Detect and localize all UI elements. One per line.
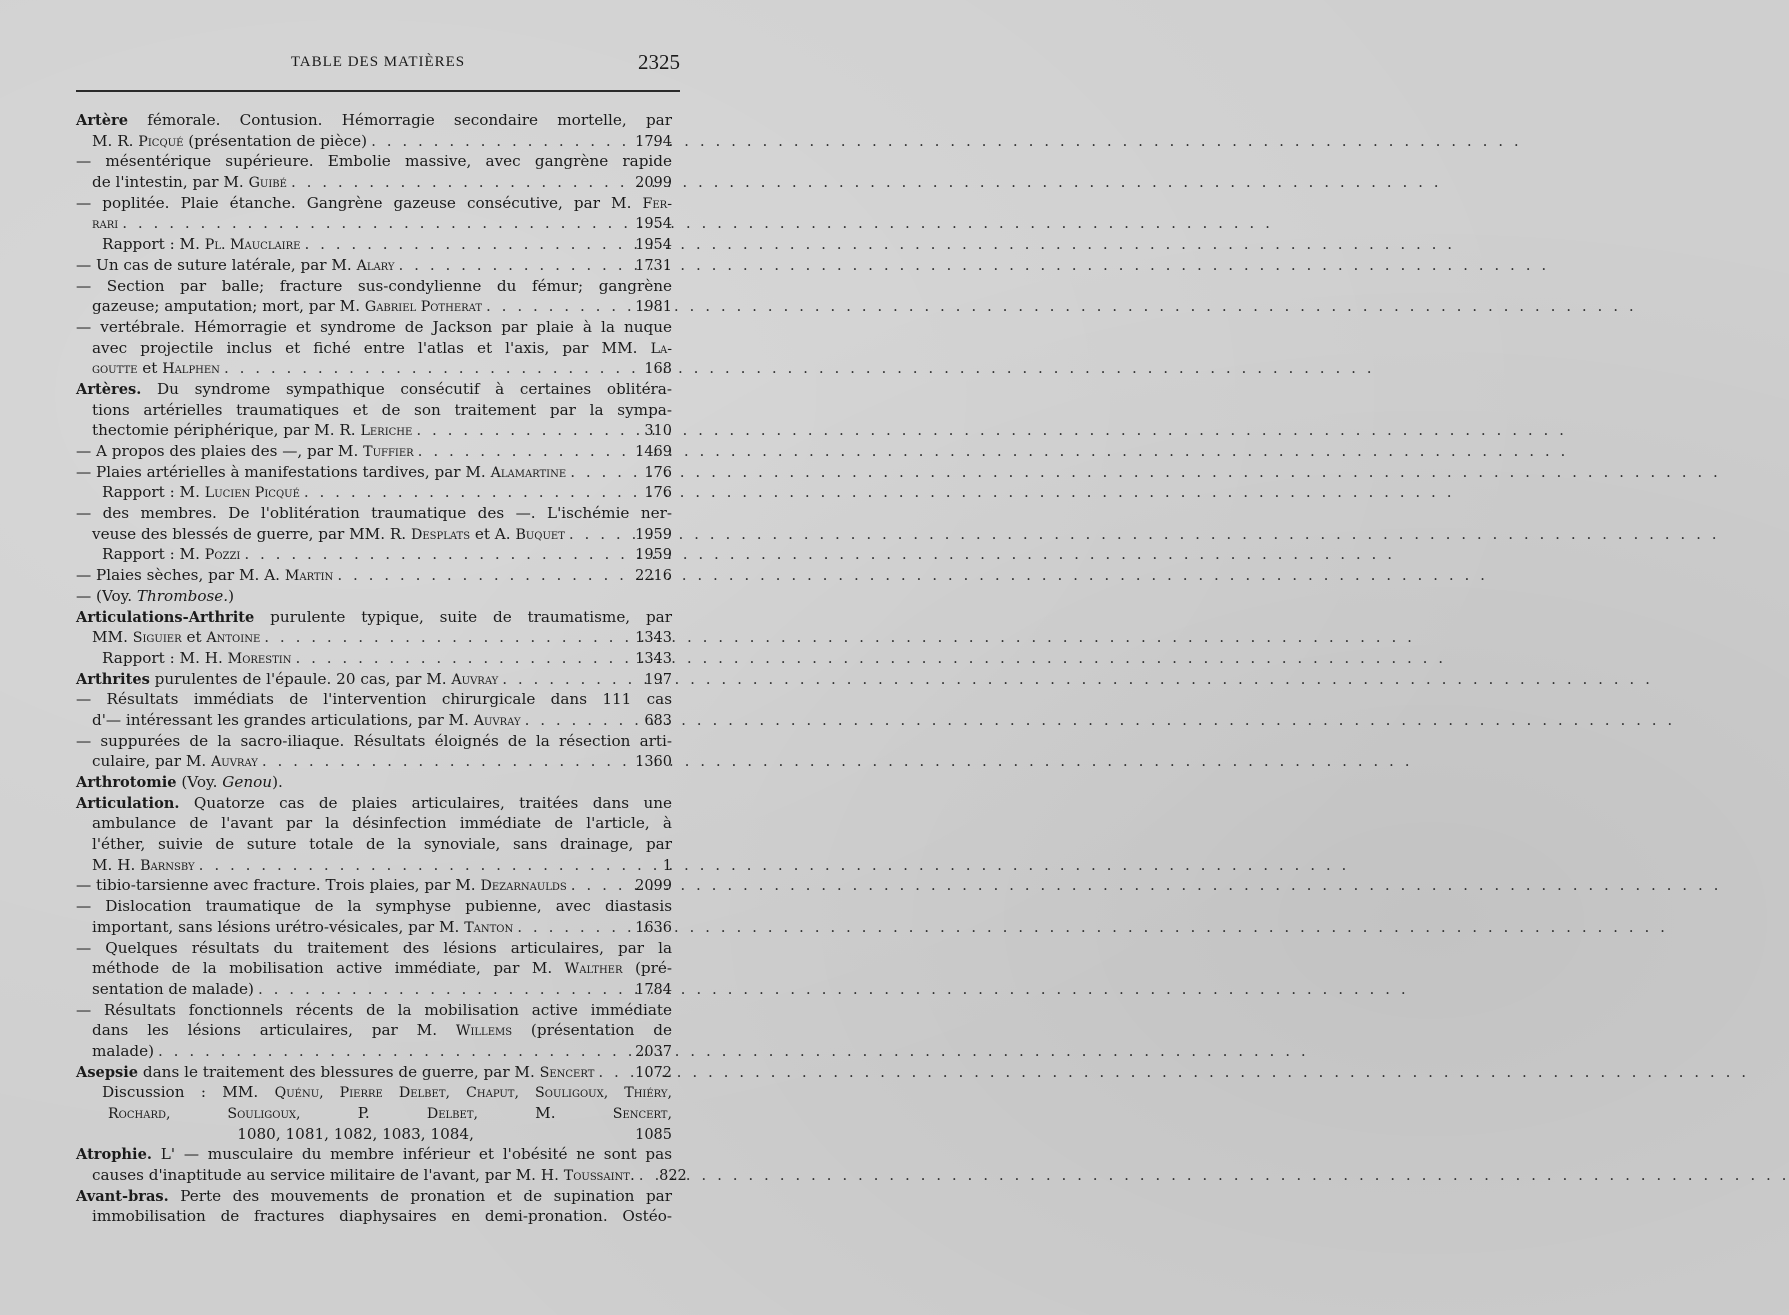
index-line xyxy=(76,131,672,152)
entry-text: Rapport : M. Pl. Mauclaire xyxy=(102,235,301,254)
index-line xyxy=(76,710,672,731)
entry-text: causes d'inaptitude au service militaire de l'avant, par M. H. Toussaint. xyxy=(92,1166,635,1185)
entry-text: Rapport : M. Lucien Picqué xyxy=(102,483,300,502)
entry-text: culaire, par M. Auvray xyxy=(92,752,258,771)
entry-page-number: 1959 xyxy=(635,526,672,543)
index-line xyxy=(76,193,672,214)
dot-leader xyxy=(195,855,638,876)
entry-page-number: 1085 xyxy=(635,1126,672,1143)
index-line xyxy=(76,793,672,814)
index-line xyxy=(76,627,672,648)
entry-page-number: 176 xyxy=(644,485,672,502)
entry-text: 1080, 1081, 1082, 1083, 1084, xyxy=(237,1124,474,1143)
entry-page-number: 1 xyxy=(662,857,672,874)
index-line xyxy=(76,1165,687,1186)
dot-leader xyxy=(635,1165,653,1186)
entry-text: — des membres. De l'oblitération traumatique des —. L'ischémie ner- xyxy=(76,504,672,523)
entry-text: — Plaies artérielles à manifestations tardives, par M. Alamartine xyxy=(76,462,567,481)
entry-text: d'— intéressant les grandes articulations, par M. Auvray xyxy=(92,710,521,729)
entry-text: Articulations-Arthrite purulente typique, suite de traumatisme, par xyxy=(76,607,672,626)
dot-leader xyxy=(395,255,636,276)
index-line xyxy=(76,1124,672,1145)
entry-text: thectomie périphérique, par M. R. Leriche xyxy=(92,421,413,440)
entry-page-number: 2037 xyxy=(635,1043,672,1060)
dot-leader xyxy=(220,358,638,379)
entry-text: Artère fémorale. Contusion. Hémorragie secondaire mortelle, par xyxy=(76,111,672,129)
entry-text: Rochard, Souligoux, P. Delbet, M. Sencert, xyxy=(108,1104,672,1122)
dot-leader xyxy=(118,213,635,234)
entry-page-number: 1343 xyxy=(635,650,672,667)
index-line xyxy=(76,1000,672,1021)
entry-page-number: 168 xyxy=(644,361,672,378)
index-line xyxy=(76,565,672,586)
index-line xyxy=(76,607,672,628)
dot-leader xyxy=(333,565,635,586)
entry-page-number: 1954 xyxy=(635,237,672,254)
index-line xyxy=(76,834,672,855)
index-line xyxy=(76,296,672,317)
entry-text: Rapport : M. H. Morestin xyxy=(102,648,292,667)
entry-text: dans les lésions articulaires, par M. Willems (présentation de xyxy=(92,1021,672,1040)
running-title: TABLE DES MATIÈRES xyxy=(290,54,466,70)
dot-leader xyxy=(594,1062,635,1083)
dot-leader xyxy=(240,544,635,565)
dot-leader xyxy=(260,627,635,648)
entry-text: — Résultats fonctionnels récents de la mobilisation active immédiate xyxy=(76,1000,672,1019)
index-line xyxy=(76,958,672,979)
entry-page-number: 310 xyxy=(644,423,672,440)
dot-leader xyxy=(566,462,638,483)
entry-page-number: 1794 xyxy=(635,133,672,150)
entry-text: Asepsie dans le traitement des blessures de guerre, par M. Sencert xyxy=(76,1062,595,1081)
entry-text: important, sans lésions urétro-vésicales, par M. Tanton xyxy=(92,917,514,936)
entry-text: immobilisation de fractures diaphysaires en demi-pronation. Ostéo- xyxy=(92,1207,672,1226)
index-line xyxy=(76,358,672,379)
entry-page-number: 822 xyxy=(659,1168,687,1185)
header-rule xyxy=(76,90,680,92)
index-line xyxy=(76,1041,672,1062)
entry-text: goutte et Halphen xyxy=(92,359,220,378)
index-line xyxy=(76,772,672,793)
entry-text: — A propos des plaies des —, par M. Tuffier xyxy=(76,442,414,460)
entry-text: — poplitée. Plaie étanche. Gangrène gazeuse consécutive, par M. Fer- xyxy=(76,193,672,212)
index-line xyxy=(76,234,672,255)
dot-leader xyxy=(565,524,635,545)
index-line xyxy=(76,896,672,917)
index-line xyxy=(76,172,672,193)
dot-leader xyxy=(287,172,635,193)
entry-text: Discussion : MM. Quénu, Pierre Delbet, Chaput, Souligoux, Thiéry, xyxy=(102,1083,672,1102)
entry-text: — Un cas de suture latérale, par M. Alary xyxy=(76,255,395,274)
index-line xyxy=(76,317,672,338)
dot-leader xyxy=(291,648,635,669)
entry-text: Rapport : M. Pozzi xyxy=(102,545,241,564)
entry-text: l'éther, suivie de suture totale de la synoviale, sans drainage, par xyxy=(92,835,672,854)
entry-page-number: 2099 xyxy=(635,878,672,895)
entry-page-number: 1959 xyxy=(635,547,672,564)
entry-text: méthode de la mobilisation active immédiate, par M. Walther (pré- xyxy=(92,959,672,978)
dot-leader xyxy=(567,875,635,896)
dot-leader xyxy=(482,296,635,317)
index-line xyxy=(76,1103,672,1124)
entry-text: M. R. Picqué (présentation de pièce) xyxy=(92,131,368,150)
index-line xyxy=(76,669,672,690)
index-line xyxy=(76,979,672,1000)
dot-leader xyxy=(414,441,635,462)
entry-text: — tibio-tarsienne avec fracture. Trois plaies, par M. Dezarnaulds xyxy=(76,876,567,895)
index-line xyxy=(76,482,672,503)
index-line xyxy=(76,1062,672,1083)
entry-text: — Quelques résultats du traitement des lésions articulaires, par la xyxy=(76,938,672,957)
entry-page-number: 683 xyxy=(644,712,672,729)
document-page xyxy=(0,0,800,1315)
index-line xyxy=(76,586,672,607)
entry-text: ambulance de l'avant par la désinfection immédiate de l'article, à xyxy=(92,814,672,833)
entry-page-number: 1360 xyxy=(635,754,672,771)
entry-page-number: 1981 xyxy=(635,299,672,316)
dot-leader xyxy=(498,669,638,690)
entry-text: veuse des blessés de guerre, par MM. R. Desplats et A. Buquet xyxy=(92,524,565,543)
dot-leader xyxy=(300,234,635,255)
index-line xyxy=(76,151,672,172)
index-line xyxy=(76,276,672,297)
dot-leader xyxy=(254,979,635,1000)
entry-text: — Section par balle; fracture sus-condylienne du fémur; gangrène xyxy=(76,276,672,295)
entry-text: Artères. Du syndrome sympathique consécutif à certaines oblitéra- xyxy=(76,379,672,398)
entry-page-number: 2216 xyxy=(635,568,672,585)
dot-leader xyxy=(367,131,635,152)
entry-text: M. H. Barnsby xyxy=(92,855,195,874)
entry-text: avec projectile inclus et fiché entre l'atlas et l'axis, par MM. La- xyxy=(92,338,672,357)
entry-page-number: 1731 xyxy=(635,257,672,274)
index-line xyxy=(76,1082,672,1103)
entry-text: tions artérielles traumatiques et de son traitement par la sympa- xyxy=(92,400,672,419)
entry-text: sentation de malade) xyxy=(92,979,254,998)
entry-text: Atrophie. L' — musculaire du membre inférieur et l'obésité ne sont pas xyxy=(76,1145,672,1164)
entry-text: Arthrites purulentes de l'épaule. 20 cas, par M. Auvray xyxy=(76,669,499,688)
entry-page-number: 176 xyxy=(644,464,672,481)
entry-text: Avant-bras. Perte des mouvements de pronation et de supination par xyxy=(76,1186,672,1205)
index-line xyxy=(76,917,672,938)
index-entries xyxy=(76,110,687,1227)
index-line xyxy=(76,648,672,669)
entry-text: de l'intestin, par M. Guibé xyxy=(92,173,287,192)
index-line xyxy=(76,503,672,524)
entry-page-number: 197 xyxy=(644,671,672,688)
index-line xyxy=(76,1186,672,1207)
entry-page-number: 1954 xyxy=(635,216,672,233)
index-line xyxy=(76,255,672,276)
entry-text: — Résultats immédiats de l'intervention chirurgicale dans 111 cas xyxy=(76,690,672,709)
entry-text: Articulation. Quatorze cas de plaies articulaires, traitées dans une xyxy=(76,793,672,812)
dot-leader xyxy=(412,420,638,441)
index-line xyxy=(76,1144,672,1165)
entry-text: — suppurées de la sacro-iliaque. Résultats éloignés de la résection arti- xyxy=(76,731,672,750)
page-number: 2325 xyxy=(638,50,680,74)
entry-text: gazeuse; amputation; mort, par M. Gabriel Potherat xyxy=(92,297,483,316)
entry-text: Arthrotomie (Voy. Genou). xyxy=(76,773,283,791)
dot-leader xyxy=(154,1041,635,1062)
index-line xyxy=(76,1020,672,1041)
index-line xyxy=(76,731,672,752)
index-line xyxy=(76,400,672,421)
entry-page-number: 2099 xyxy=(635,175,672,192)
page-header xyxy=(76,50,680,78)
dot-leader xyxy=(513,917,635,938)
entry-page-number: 1343 xyxy=(635,630,672,647)
entry-text: — (Voy. Thrombose.) xyxy=(76,586,235,605)
index-line xyxy=(76,379,672,400)
index-line xyxy=(76,441,672,462)
index-line xyxy=(76,110,672,131)
index-line xyxy=(76,938,672,959)
index-line xyxy=(76,420,672,441)
entry-text: MM. Siguier et Antoine xyxy=(92,628,261,647)
entry-text: — mésentérique supérieure. Embolie massive, avec gangrène rapide xyxy=(76,152,672,171)
entry-text: — Plaies sèches, par M. A. Martin xyxy=(76,566,334,585)
index-line xyxy=(76,875,672,896)
index-line xyxy=(76,751,672,772)
entry-text: — Dislocation traumatique de la symphyse pubienne, avec diastasis xyxy=(76,897,672,916)
entry-page-number: 1784 xyxy=(635,981,672,998)
entry-text: malade) xyxy=(92,1041,155,1060)
index-line xyxy=(76,462,672,483)
index-line xyxy=(76,338,672,359)
entry-page-number: 1469 xyxy=(635,444,672,460)
index-line xyxy=(76,689,672,710)
entry-text: rari xyxy=(92,216,119,233)
index-line xyxy=(76,855,672,876)
index-line xyxy=(76,524,672,545)
index-line xyxy=(76,213,672,234)
dot-leader xyxy=(258,751,635,772)
entry-text: — vertébrale. Hémorragie et syndrome de Jackson par plaie à la nuque xyxy=(76,317,672,336)
dot-leader xyxy=(300,482,638,503)
entry-page-number: 1636 xyxy=(635,919,672,936)
dot-leader xyxy=(521,710,638,731)
index-line xyxy=(76,544,672,565)
index-line xyxy=(76,1206,672,1227)
index-line xyxy=(76,813,672,834)
entry-page-number: 1072 xyxy=(635,1064,672,1081)
